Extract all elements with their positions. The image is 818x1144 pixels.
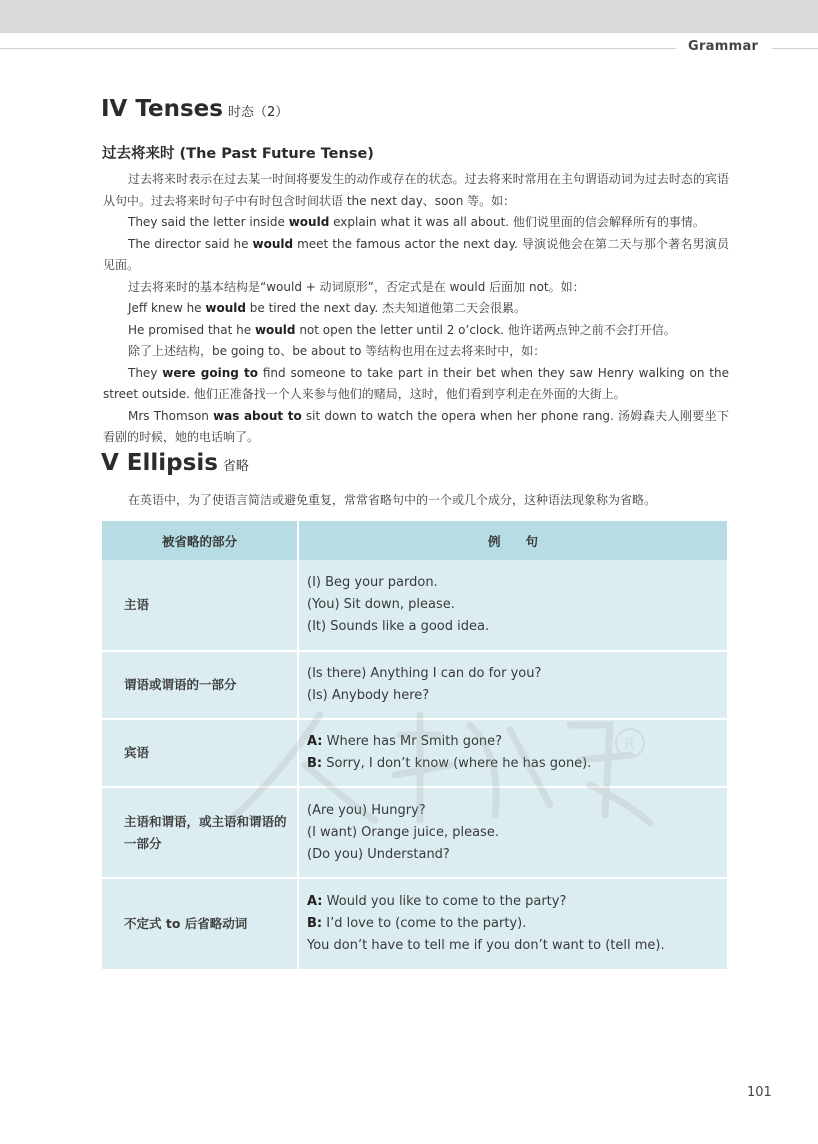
text-run: You don’t have to tell me if you don’t want to (tell me).	[307, 938, 665, 953]
omitted-part-label: 不定式 to 后省略动词	[102, 878, 298, 969]
omitted-part-label: 谓语或谓语的一部分	[102, 651, 298, 719]
text-run: 过去将来时表示在过去某一时间将要发生的动作或存在的状态。过去将来时常用在主句谓语动词为过去时态的宾语从句中。过去将来时句子中有时包含时间状语 the next day、soon 等。如：	[103, 172, 729, 208]
section-heading-tenses	[101, 96, 288, 122]
omitted-part-label: 主语	[102, 560, 298, 651]
example-line	[307, 616, 717, 638]
table-row	[102, 878, 727, 969]
text-run: (It) Sounds like a good idea.	[307, 619, 490, 634]
example-sentences	[298, 651, 727, 719]
text-run: 过去将来时的基本结构是“would + 动词原形”，否定式是在 would 后面加 not。如：	[128, 279, 585, 294]
text-run: be tired the next day. 杰夫知道他第二天会很累。	[245, 301, 527, 315]
bold-keyword: A:	[307, 734, 323, 749]
paragraph	[103, 341, 729, 363]
paragraph	[103, 298, 729, 320]
table-row	[102, 651, 727, 719]
text-run: Where has Mr Smith gone?	[322, 734, 503, 749]
ellipsis-table	[102, 521, 727, 969]
section-heading-ellipsis	[101, 450, 249, 476]
paragraph	[103, 234, 729, 277]
example-sentences	[298, 787, 727, 878]
bold-keyword: would	[205, 301, 246, 315]
example-line	[307, 663, 717, 685]
example-line	[307, 891, 717, 913]
text-run: (Do you) Understand?	[307, 846, 450, 862]
paragraph	[103, 320, 729, 342]
text-run: (Is) Anybody here?	[307, 688, 430, 703]
text-run: (I) Beg your pardon.	[307, 575, 438, 590]
subsection-heading: 过去将来时 (The Past Future Tense)	[102, 146, 374, 162]
page-number: 101	[747, 1085, 772, 1100]
paragraph	[103, 169, 729, 212]
text-run: Would you like to come to the party?	[322, 894, 567, 909]
paragraph	[103, 406, 729, 449]
header-rule-left	[0, 48, 676, 49]
text-run: They said the letter inside	[128, 215, 289, 229]
section-title: IV Tenses	[101, 96, 223, 122]
example-line	[307, 822, 717, 844]
example-line	[307, 731, 717, 753]
text-run: They	[128, 365, 163, 380]
text-run: 除了上述结构，be going to、be about to 等结构也用在过去将来时中，如：	[128, 344, 546, 358]
text-run: (I want) Orange juice, please.	[307, 824, 499, 840]
text-run: find someone to take part in their bet when they saw Henry walking on the street outside. 他们正准备找一个人来参与他们的赌局，这时，他们看到亨利走在外面的大街上。	[103, 365, 729, 401]
example-line	[307, 594, 717, 616]
top-gray-band	[0, 0, 818, 33]
column-header-examples: 例 句	[298, 521, 727, 560]
omitted-part-label: 宾语	[102, 719, 298, 787]
table-header-row	[102, 521, 727, 560]
text-run: Mrs Thomson	[128, 408, 214, 423]
omitted-part-label: 主语和谓语，或主语和谓语的一部分	[102, 787, 298, 878]
example-sentences	[298, 878, 727, 969]
example-line	[307, 685, 717, 707]
bold-keyword: B:	[307, 756, 323, 771]
bold-keyword: would	[288, 215, 330, 229]
text-run: not open the letter until 2 o’clock. 他许诺两点钟之前不会打开信。	[295, 322, 676, 337]
example-sentences	[298, 560, 727, 651]
section-title-cn: 时态（2）	[227, 105, 289, 120]
bold-keyword: would	[254, 322, 296, 337]
bold-keyword: were going to	[162, 365, 259, 380]
header-rule-right	[772, 48, 818, 49]
text-run: He promised that he	[128, 322, 255, 337]
section-title: V Ellipsis	[101, 450, 218, 476]
table-row	[102, 560, 727, 651]
text-run: I’d love to (come to the party).	[322, 916, 527, 931]
example-line	[307, 800, 717, 822]
paragraph	[103, 277, 729, 299]
example-line	[307, 572, 717, 594]
text-run: sit down to watch the opera when her phone rang. 汤姆森夫人刚要坐下看剧的时候，她的电话响了。	[103, 408, 729, 444]
bold-keyword: A:	[307, 894, 323, 909]
example-line	[307, 844, 717, 866]
text-run: The director said he	[128, 236, 253, 251]
example-line	[307, 753, 717, 775]
bold-keyword: would	[252, 236, 294, 251]
text-run: explain what it was all about. 他们说里面的信会解释所有的事情。	[329, 215, 705, 229]
example-sentences	[298, 719, 727, 787]
table-row	[102, 719, 727, 787]
bold-keyword: was about to	[213, 408, 302, 423]
text-run: (Are you) Hungry?	[307, 802, 426, 818]
table-row	[102, 787, 727, 878]
paragraph	[103, 212, 729, 234]
paragraph	[103, 363, 729, 406]
ellipsis-intro: 在英语中，为了使语言简洁或避免重复，常常省略句中的一个或几个成分，这种语法现象称为省略。	[128, 493, 657, 507]
tense-explanation-text	[103, 169, 729, 449]
column-header-omitted-part: 被省略的部分	[102, 521, 298, 560]
text-run: (You) Sit down, please.	[307, 597, 455, 612]
text-run: Jeff knew he	[128, 301, 206, 315]
section-title-cn: 省略	[222, 459, 249, 474]
text-run: (Is there) Anything I can do for you?	[307, 666, 542, 681]
text-run: meet the famous actor the next day. 导演说他会在第二天与那个著名男演员见面。	[103, 236, 730, 272]
running-head: Grammar	[688, 39, 759, 54]
bold-keyword: B:	[307, 916, 323, 931]
example-line	[307, 913, 717, 935]
text-run: Sorry, I don’t know (where he has gone).	[322, 756, 592, 771]
example-line	[307, 935, 717, 957]
